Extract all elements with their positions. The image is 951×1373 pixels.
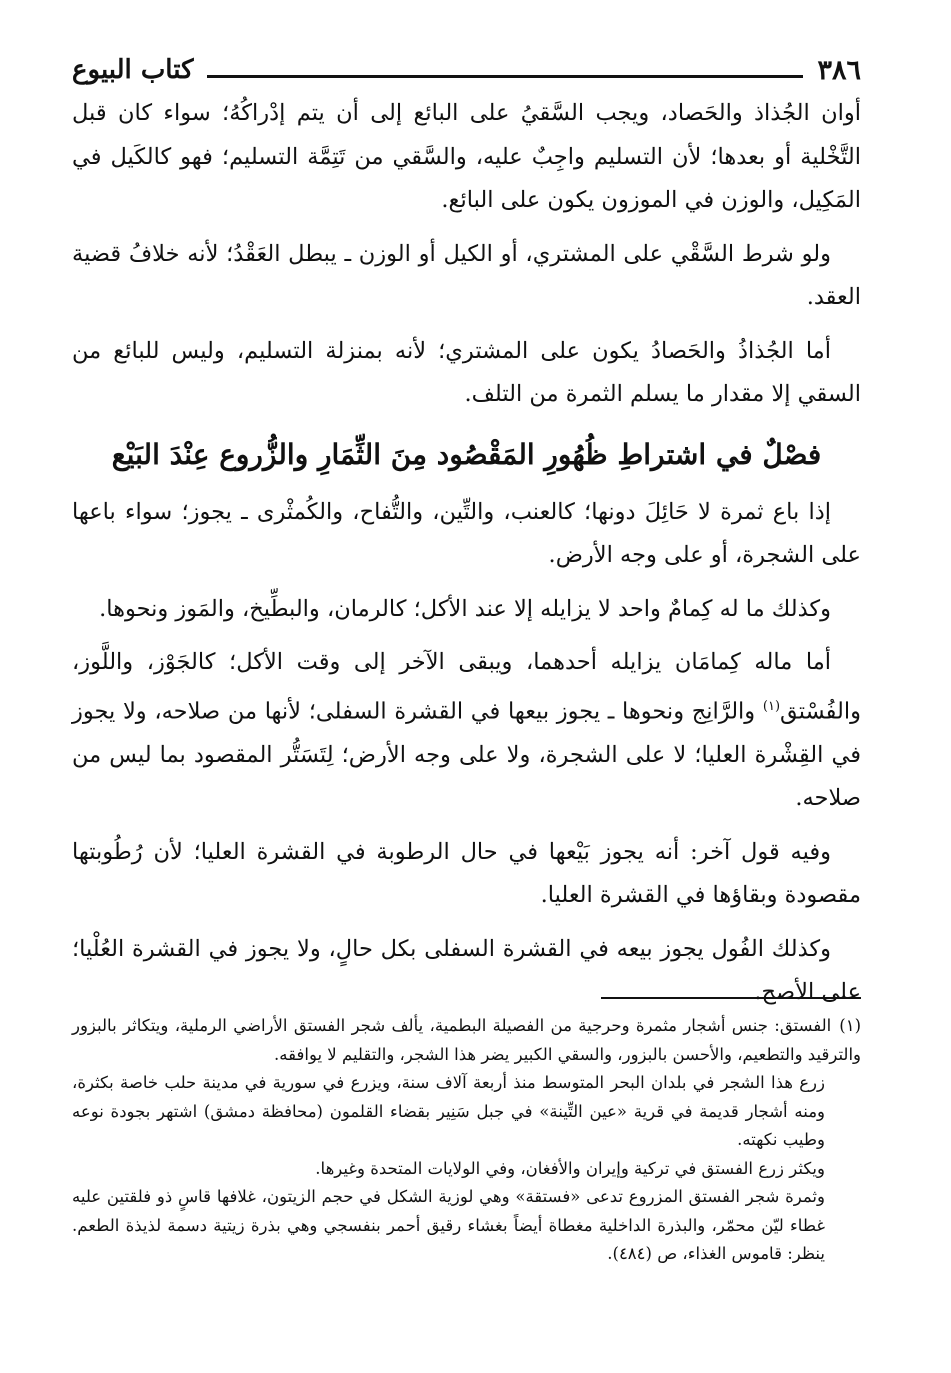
section-heading: فصْلٌ في اشتراطِ ظُهُورِ المَقْصُود مِنَ الثِّمَارِ والزُّروع عِنْدَ البَيْع — [111, 437, 822, 471]
footnotes — [72, 1012, 861, 1269]
book-title: كتاب البيوع — [72, 55, 194, 85]
paragraph: ولو شرط السَّقْي على المشتري، أو الكيل أو الوزن ـ يبطل العَقْدُ؛ لأنه خلافُ قضية العقد. — [72, 240, 861, 310]
footnote-line: ويكثر زرع الفستق في تركية وإيران والأفغان، وفي الولايات المتحدة وغيرها. — [315, 1158, 825, 1178]
paragraph: أوان الجُذاذ والحَصاد، ويجب السَّقيُ على البائع إلى أن يتم إدْراكُهُ؛ سواء كان قبل التَّخْلية أو بعدها؛ لأن التسليم واجِبٌ عليه، والسَّقي من تَتِمَّة التسليم؛ فهو كالكَيل في المَكِيل، والوزن في الموزون يكون على البائع. — [72, 100, 861, 213]
paragraph: إذا باع ثمرة لا حَائِلَ دونها؛ كالعنب، والتِّين، والتُّفاح، والكُمثْرى ـ يجوز؛ سواء باعها على الشجرة، أو على وجه الأرض. — [72, 498, 861, 568]
footnote-text: الفستق: جنس أشجار مثمرة وحرجية من الفصيلة البطمية، يألف شجر الفستق الأراضي الرملية، ويتكاثر بالبزور والترقيد والتطعيم، والأحسن بالبزور، والسقي الكبير يضر هذا الشجر، والتقليم لا يوافقه. — [72, 1016, 861, 1064]
footnote-marker[interactable]: (١) — [762, 698, 781, 714]
paragraph-text: أما ماله كِمامَان يزايله أحدهما، ويبقى الآخر إلى وقت الأكل؛ كالجَوْز، واللَّوز، والفُسْتق — [72, 649, 861, 724]
main-text — [72, 92, 861, 1025]
paragraph: وكذلك الفُول يجوز بيعه في القشرة السفلى بكل حالٍ، ولا يجوز في القشرة العُلْيا؛ على الأصح. — [72, 935, 861, 1005]
paragraph: أما الجُذاذُ والحَصادُ يكون على المشتري؛ لأنه بمنزلة التسليم، وليس للبائع من السقي إلا مقدار ما يسلم الثمرة من التلف. — [72, 337, 861, 407]
paragraph: وفيه قول آخر: أنه يجوز بَيْعها في حال الرطوبة في القشرة العليا؛ لأن رُطُوبتها مقصودة وبقاؤها في القشرة العليا. — [72, 838, 861, 908]
footnote-number: (١) — [839, 1016, 861, 1035]
paragraph-with-footnote — [72, 641, 861, 821]
footnote-line — [72, 1012, 861, 1069]
header-rule — [207, 75, 803, 78]
paragraph-text: والرَّانِج ونحوها ـ يجوز بيعها في القشرة السفلى؛ لأنها من صلاحه، ولا يجوز في القِشْرة العليا؛ لا على الشجرة، ولا على وجه الأرض؛ لِتَسَتُّر المقصود بما ليس من صلاحه. — [72, 698, 861, 811]
footnote-separator — [601, 997, 861, 999]
footnote-line: زرع هذا الشجر في بلدان البحر المتوسط منذ أربعة آلاف سنة، ويزرع في سورية في مدينة حلب خاصة بكثرة، ومنه أشجار قديمة في قرية «عين التِّينة» في جبل سَنِير بقضاء القلمون (محافظة دمشق) اشتهر بجودة نوعه وطيب نكهته. — [72, 1073, 825, 1149]
footnote-line: وثمرة شجر الفستق المزروع تدعى «فستقة» وهي لوزية الشكل في حجم الزيتون، غلافها قاسٍ ذو فلقتين عليه غطاء ليّن محمّر، والبذرة الداخلية مغطاة أيضاً بغشاء رقيق أحمر بنفسجي وهي بذرة زيتية دسمة لذيذة الطعم. ينظر: قاموس الغذاء، ص (٤٨٤). — [72, 1187, 825, 1263]
page-header — [72, 50, 861, 90]
paragraph: وكذلك ما له كِمامٌ واحد لا يزايله إلا عند الأكل؛ كالرمان، والبطِّيخ، والمَوز ونحوها. — [99, 595, 831, 622]
page-number: ٣٨٦ — [817, 54, 861, 86]
